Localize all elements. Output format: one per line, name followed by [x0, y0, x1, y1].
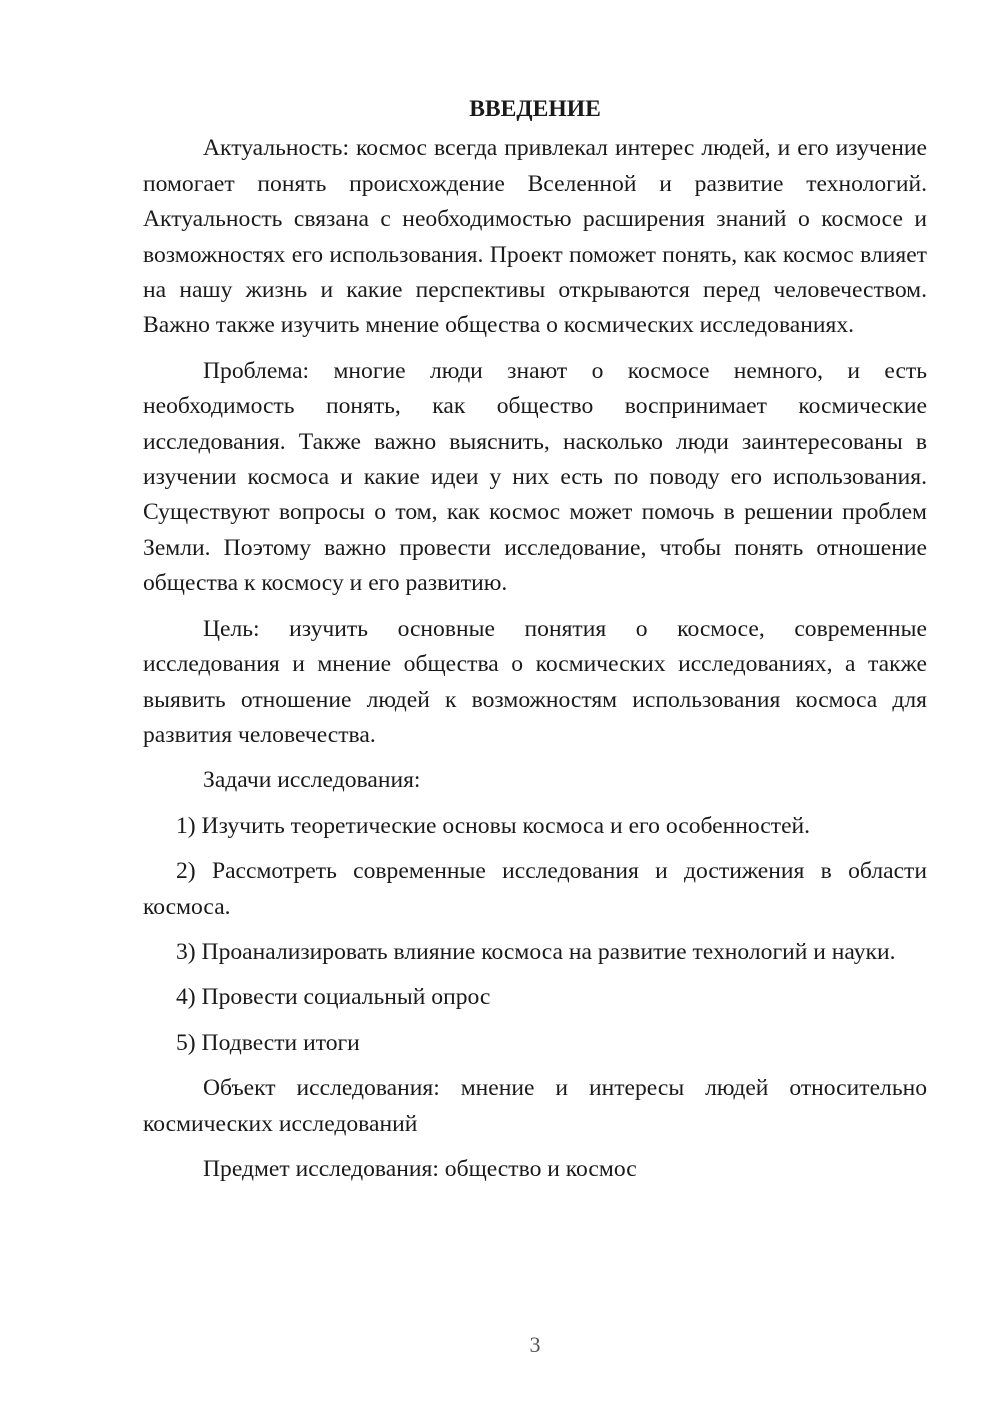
- section-title: ВВЕДЕНИЕ: [469, 96, 601, 122]
- task-item-5: 5) Подвести итоги: [176, 1029, 360, 1056]
- paragraph-problem: Проблема: многие люди знают о космосе немного, и есть необходимость понять, как общество воспринимает космические исследования. Также важно выяснить, насколько люди заинтересованы в изучении космоса и какие идеи у них есть по поводу его использования. Существуют вопросы о том, как космос может помочь в решении проблем Земли. Поэтому важно провести исследование, чтобы понять отношение общества к космосу и его развитию.: [143, 357, 927, 597]
- task-item-2: 2) Рассмотреть современные исследования и достижения в области космоса.: [143, 858, 927, 920]
- paragraph-subject: Предмет исследования: общество и космос: [203, 1155, 637, 1182]
- task-item-1: 1) Изучить теоретические основы космоса и его особенностей.: [176, 812, 811, 839]
- task-item-3: 3) Проанализировать влияние космоса на развитие технологий и науки.: [176, 938, 896, 965]
- paragraph-goal: Цель: изучить основные понятия о космосе, современные исследования и мнение общества о космических исследованиях, а также выявить отношение людей к возможностям использования космоса для развития человечества.: [143, 615, 927, 748]
- page-number: 3: [529, 1332, 541, 1357]
- paragraph-relevance: Актуальность: космос всегда привлекал интерес людей, и его изучение помогает понять происхождение Вселенной и развитие технологий. Актуальность связана с необходимостью расширения знаний о космосе и возможностях его использования. Проект поможет понять, как космос влияет на нашу жизнь и какие перспективы открываются перед человечеством. Важно также изучить мнение общества о космических исследованиях.: [143, 135, 927, 339]
- page-content: [143, 92, 927, 1197]
- tasks-heading: Задачи исследования:: [203, 767, 421, 794]
- task-item-4: 4) Провести социальный опрос: [176, 984, 491, 1011]
- paragraph-object: Объект исследования: мнение и интересы людей относительно космических исследований: [143, 1075, 927, 1137]
